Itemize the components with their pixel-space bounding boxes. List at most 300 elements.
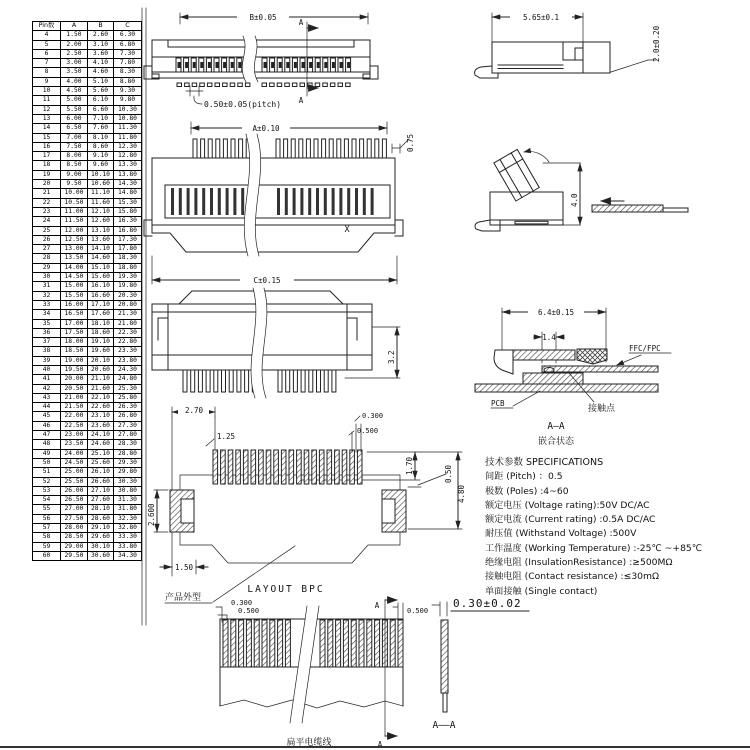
section-mark-a: A [298, 18, 304, 27]
table-cell: 19.80 [114, 282, 142, 291]
table-cell: 10.80 [114, 114, 142, 123]
table-cell: 26.00 [61, 486, 88, 495]
table-cell: 56 [33, 514, 61, 523]
table-cell: 26.10 [88, 468, 114, 477]
table-cell: 13.50 [61, 254, 88, 263]
bottom-pins [183, 370, 256, 392]
table-cell: 25.80 [114, 393, 142, 402]
table-cell: 43 [33, 393, 61, 402]
table-cell: 18.30 [114, 254, 142, 263]
table-cell: 7.50 [61, 142, 88, 151]
table-cell: 8.60 [88, 142, 114, 151]
table-cell: 21.10 [88, 375, 114, 384]
table-cell: 18.50 [61, 347, 88, 356]
section-mark-a: A [377, 740, 383, 749]
table-cell: 29 [33, 263, 61, 272]
spec-line: 极数 (Poles) :4~60 [485, 485, 569, 497]
dim-4-80: 4.80 [457, 484, 466, 503]
table-cell: 58 [33, 533, 61, 542]
contact-point-label: 接触点 [588, 404, 616, 414]
table-cell: 11.10 [88, 189, 114, 198]
table-cell: 28.60 [88, 514, 114, 523]
table-cell: 27.10 [88, 486, 114, 495]
top-pins [193, 139, 250, 158]
table-cell: 16.10 [88, 282, 114, 291]
table-cell: 9.10 [88, 152, 114, 161]
table-cell: 23.50 [61, 440, 88, 449]
dim-2-70: 2.70 [184, 406, 204, 415]
actuator-lever [494, 149, 539, 201]
table-cell: 22.00 [61, 412, 88, 421]
table-cell: 23.30 [114, 347, 142, 356]
dim-3-2: 3.2 [387, 350, 396, 364]
table-cell: 14.80 [114, 189, 142, 198]
table-cell: 45 [33, 412, 61, 421]
table-cell: 6.50 [61, 124, 88, 133]
table-cell: 48 [33, 440, 61, 449]
table-cell: 26.50 [61, 496, 88, 505]
table-cell: 38 [33, 347, 61, 356]
table-cell: 7.00 [61, 133, 88, 142]
table-cell: 14 [33, 124, 61, 133]
table-cell: 29.10 [88, 524, 114, 533]
pin-row [262, 58, 351, 72]
dim-6-4: 6.4±0.15 [537, 308, 575, 317]
pcb-layout-drawing [147, 405, 466, 603]
table-cell: 59 [33, 542, 61, 551]
table-cell: 23.00 [61, 431, 88, 440]
table-cell: 11.50 [61, 217, 88, 226]
specifications-block [485, 456, 748, 599]
table-cell: 8 [33, 68, 61, 77]
table-cell: 10 [33, 87, 61, 96]
table-cell: 18.60 [88, 328, 114, 337]
table-cell: 37 [33, 338, 61, 347]
table-cell: 23.80 [114, 356, 142, 365]
frame-bottom-line [0, 746, 750, 748]
table-cell: 46 [33, 421, 61, 430]
pcb-section [475, 384, 658, 392]
table-cell: 25.50 [61, 477, 88, 486]
table-cell: 16.60 [88, 291, 114, 300]
spec-line: 耐压值 (Withstand Voltage) :500V [485, 528, 637, 540]
spec-line: 间距 (Pitch) ：0.5 [485, 471, 563, 483]
table-cell: 26.30 [114, 403, 142, 412]
table-cell: 1.50 [61, 31, 88, 40]
spec-line: 额定电压 (Voltage rating):50V DC/AC [485, 499, 650, 511]
spec-line: 绝缘电阻 (InsulationResistance) :≥500MΩ [485, 557, 673, 569]
table-cell: 33.80 [114, 542, 142, 551]
table-cell: 15.80 [114, 207, 142, 216]
table-cell: 28.80 [114, 449, 142, 458]
section-aa-drawing [475, 306, 671, 447]
table-cell: 21.50 [61, 403, 88, 412]
dim-0-75: 0.75 [406, 133, 415, 152]
table-cell: 32.80 [114, 524, 142, 533]
table-cell: 21 [33, 189, 61, 198]
table-cell: 14.00 [61, 263, 88, 272]
table-cell: 3.00 [61, 59, 88, 68]
ffc-cable [592, 205, 663, 212]
dim-5-65: 5.65±0.1 [522, 13, 560, 22]
table-cell: 28 [33, 254, 61, 263]
table-cell: 22.80 [114, 338, 142, 347]
table-cell: 24.00 [61, 449, 88, 458]
table-cell: 12.80 [114, 152, 142, 161]
table-cell: 2.60 [88, 31, 114, 40]
dim-pitch: 0.50±0.05(pitch) [204, 100, 282, 109]
table-cell: 27 [33, 245, 61, 254]
table-cell: 26.80 [114, 412, 142, 421]
table-cell: 17.50 [61, 328, 88, 337]
table-cell: 5.10 [88, 77, 114, 86]
table-cell: 10.30 [114, 105, 142, 114]
table-cell: 16.30 [114, 217, 142, 226]
frame-divider [142, 8, 146, 625]
table-cell: 32 [33, 291, 61, 300]
table-cell: 11.00 [61, 207, 88, 216]
spec-line: 额定电流 (Current rating) :0.5A DC/AC [485, 514, 656, 526]
table-cell: 53 [33, 486, 61, 495]
table-cell: 10.10 [88, 170, 114, 179]
table-cell: 10.50 [61, 198, 88, 207]
table-cell: 27.50 [61, 514, 88, 523]
table-cell: 23.60 [88, 421, 114, 430]
side-view-open-drawing [475, 149, 688, 231]
table-cell: 17.80 [114, 245, 142, 254]
table-cell: 13.80 [114, 170, 142, 179]
dim-0-500: 0.500 [357, 427, 379, 435]
table-cell: 30.10 [88, 542, 114, 551]
table-cell: 11.80 [114, 133, 142, 142]
table-cell: 20 [33, 180, 61, 189]
dim-0-500: 0.500 [407, 607, 429, 615]
table-cell: 29.80 [114, 468, 142, 477]
table-cell: 2.50 [61, 49, 88, 58]
table-cell: 19.10 [88, 338, 114, 347]
cable-conductors [223, 620, 290, 667]
table-cell: 14.10 [88, 245, 114, 254]
table-cell: 17.60 [88, 310, 114, 319]
dim-1-25: 1.25 [217, 432, 236, 441]
table-cell: 17.00 [61, 319, 88, 328]
table-cell: 12.60 [88, 217, 114, 226]
table-cell: 11.60 [88, 198, 114, 207]
table-cell: 10.60 [88, 180, 114, 189]
table-cell: 29.30 [114, 458, 142, 467]
table-cell: 24.60 [88, 440, 114, 449]
table-cell: 23 [33, 207, 61, 216]
dim-1-70: 1.70 [405, 456, 414, 475]
table-cell: 21.30 [114, 310, 142, 319]
table-cell: 24 [33, 217, 61, 226]
table-cell: 27.80 [114, 431, 142, 440]
table-cell: 9.50 [61, 180, 88, 189]
table-cell: 55 [33, 505, 61, 514]
table-cell: 27.60 [88, 496, 114, 505]
table-cell: 3.10 [88, 40, 114, 49]
x-mark: X [344, 225, 350, 235]
table-cell: 22.60 [88, 403, 114, 412]
table-cell: 20.30 [114, 291, 142, 300]
table-cell: 12.50 [61, 235, 88, 244]
table-cell: 16 [33, 142, 61, 151]
table-cell: 47 [33, 431, 61, 440]
table-cell: 30.80 [114, 486, 142, 495]
table-cell: 44 [33, 403, 61, 412]
contact-strips [277, 188, 374, 215]
spec-line: 接触电阻 (Contact resistance) :≤30mΩ [485, 571, 659, 583]
table-cell: 20.50 [61, 384, 88, 393]
dim-1-4: 1.4 [542, 333, 556, 342]
layout-pads [213, 450, 362, 484]
table-cell: 4 [33, 31, 61, 40]
table-cell: 30.60 [88, 551, 114, 560]
table-cell: 15.00 [61, 282, 88, 291]
table-cell: 31.80 [114, 505, 142, 514]
bottom-view-drawing [152, 288, 400, 398]
table-cell: 13.30 [114, 161, 142, 170]
table-cell: 11.30 [114, 124, 142, 133]
section-mark-a: A [298, 96, 304, 105]
table-cell: 9.30 [114, 87, 142, 96]
table-cell: 25.60 [88, 458, 114, 467]
table-cell: 25.10 [88, 449, 114, 458]
table-cell: 18.10 [88, 319, 114, 328]
table-cell: 22.50 [61, 421, 88, 430]
table-cell: 9.60 [88, 161, 114, 170]
table-cell: 20.10 [88, 356, 114, 365]
table-cell: 12.00 [61, 226, 88, 235]
top-pins [276, 139, 386, 158]
table-cell: 26.60 [88, 477, 114, 486]
table-cell: 13.10 [88, 226, 114, 235]
cable-conductors [320, 620, 403, 667]
table-cell: 54 [33, 496, 61, 505]
table-cell: 10.00 [61, 189, 88, 198]
table-cell: 6 [33, 49, 61, 58]
table-cell: 27.00 [61, 505, 88, 514]
solder-dash-row [262, 83, 350, 87]
section-aa-title: A—A [547, 421, 565, 432]
table-cell: 25 [33, 226, 61, 235]
table-cell: 24.80 [114, 375, 142, 384]
table-cell: 6.80 [114, 40, 142, 49]
table-cell: 12 [33, 105, 61, 114]
table-cell: 28.30 [114, 440, 142, 449]
table-header: A [61, 22, 88, 31]
table-cell: 60 [33, 551, 61, 560]
table-cell: 4.60 [88, 68, 114, 77]
table-cell: 30.30 [114, 477, 142, 486]
table-cell: 39 [33, 356, 61, 365]
table-cell: 52 [33, 477, 61, 486]
table-cell: 3.50 [61, 68, 88, 77]
table-cell: 7.80 [114, 59, 142, 68]
table-cell: 21.00 [61, 393, 88, 402]
table-cell: 22 [33, 198, 61, 207]
dim-2-0: 2.0±0.20 [652, 25, 661, 62]
cable-section-title: A——A [432, 720, 456, 731]
dim-0-50: 0.50 [444, 464, 453, 483]
ffc-label: FFC/FPC [629, 344, 661, 353]
table-cell: 20.00 [61, 375, 88, 384]
table-cell: 50 [33, 458, 61, 467]
spec-line: 工作温度 (Working Temperature) :-25℃ ~+85℃ [485, 542, 703, 554]
table-cell: 31 [33, 282, 61, 291]
table-cell: 16.00 [61, 300, 88, 309]
table-cell: 14.50 [61, 273, 88, 282]
torn-edge [220, 700, 403, 708]
table-cell: 19.00 [61, 356, 88, 365]
pcb-label: PCB [491, 399, 505, 408]
table-cell: 51 [33, 468, 61, 477]
table-cell: 22.30 [114, 328, 142, 337]
dim-0-300: 0.300 [362, 412, 384, 420]
table-cell: 31.30 [114, 496, 142, 505]
table-cell: 28.50 [61, 533, 88, 542]
table-cell: 24.50 [61, 458, 88, 467]
dim-0-500: 0.500 [238, 607, 260, 615]
table-cell: 4.10 [88, 59, 114, 68]
table-cell: 6.60 [88, 105, 114, 114]
table-cell: 40 [33, 365, 61, 374]
table-cell: 27.30 [114, 421, 142, 430]
table-header: C [114, 22, 142, 31]
table-cell: 19.60 [88, 347, 114, 356]
table-cell: 19.30 [114, 273, 142, 282]
table-cell: 9 [33, 77, 61, 86]
layout-title: LAYOUT BPC [247, 584, 325, 595]
table-cell: 33 [33, 300, 61, 309]
dim-0-30: 0.30±0.02 [453, 597, 522, 610]
table-cell: 34 [33, 310, 61, 319]
dim-a: A±0.10 [252, 124, 280, 133]
table-cell: 16.80 [114, 226, 142, 235]
mating-state-label: 嵌合状态 [537, 437, 575, 447]
table-cell: 20.60 [88, 365, 114, 374]
top-view-drawing [144, 11, 387, 134]
table-cell: 6.30 [114, 31, 142, 40]
side-view-closed-drawing [475, 11, 661, 78]
table-cell: 8.10 [88, 133, 114, 142]
table-cell: 13 [33, 114, 61, 123]
table-cell: 8.80 [114, 77, 142, 86]
table-cell: 5.00 [61, 96, 88, 105]
table-cell: 15 [33, 133, 61, 142]
table-header: Pin数 [33, 22, 61, 31]
table-cell: 8.00 [61, 152, 88, 161]
table-cell: 21.80 [114, 319, 142, 328]
table-cell: 17.30 [114, 235, 142, 244]
table-cell: 11 [33, 96, 61, 105]
table-cell: 15.60 [88, 273, 114, 282]
section-mark-a: A [374, 601, 380, 610]
table-cell: 30 [33, 273, 61, 282]
table-cell: 32.30 [114, 514, 142, 523]
table-cell: 8.30 [114, 68, 142, 77]
spec-lines [485, 470, 748, 599]
table-cell: 29.60 [88, 533, 114, 542]
table-cell: 6.00 [61, 114, 88, 123]
flat-cable-label: 扁平电缆线 [286, 738, 332, 748]
table-header: B [88, 22, 114, 31]
table-cell: 25.00 [61, 468, 88, 477]
solder-dash-row [177, 83, 250, 87]
front-view-drawing [144, 134, 415, 285]
table-cell: 2.00 [61, 40, 88, 49]
table-cell: 13.00 [61, 245, 88, 254]
table-cell: 16.50 [61, 310, 88, 319]
dim-c: C±0.15 [253, 276, 281, 285]
table-cell: 14.30 [114, 180, 142, 189]
table-cell: 29.50 [61, 551, 88, 560]
table-cell: 35 [33, 319, 61, 328]
table-cell: 57 [33, 524, 61, 533]
table-cell: 9.80 [114, 96, 142, 105]
rotation-arrow [524, 151, 549, 162]
dim-1-50: 1.50 [174, 563, 194, 572]
table-cell: 17 [33, 152, 61, 161]
table-cell: 12.10 [88, 207, 114, 216]
table-cell: 36 [33, 328, 61, 337]
flat-cable-drawing [216, 597, 529, 749]
table-cell: 19.50 [61, 365, 88, 374]
spec-line: 单面接触 (Single contact) [485, 585, 598, 597]
table-cell: 7.60 [88, 124, 114, 133]
table-cell: 24.10 [88, 431, 114, 440]
dim-2-600: 2.600 [147, 503, 156, 526]
table-cell: 20.80 [114, 300, 142, 309]
table-cell: 5.50 [61, 105, 88, 114]
table-cell: 12.30 [114, 142, 142, 151]
table-cell: 18 [33, 161, 61, 170]
table-cell: 34.30 [114, 551, 142, 560]
table-cell: 42 [33, 384, 61, 393]
table-cell: 17.10 [88, 300, 114, 309]
table-cell: 7.10 [88, 114, 114, 123]
ffc-section [542, 366, 658, 372]
table-cell: 29.00 [61, 542, 88, 551]
table-cell: 7 [33, 59, 61, 68]
table-cell: 15.30 [114, 198, 142, 207]
table-cell: 18.00 [61, 338, 88, 347]
table-cell: 6.10 [88, 96, 114, 105]
table-cell: 18.80 [114, 263, 142, 272]
actuator-section [577, 349, 607, 364]
table-cell: 28.00 [61, 524, 88, 533]
table-cell: 21.60 [88, 384, 114, 393]
table-cell: 4.50 [61, 87, 88, 96]
table-cell: 3.60 [88, 49, 114, 58]
table-cell: 8.50 [61, 161, 88, 170]
table-cell: 4.00 [61, 77, 88, 86]
table-cell: 25.30 [114, 384, 142, 393]
dim-0-300: 0.300 [231, 599, 253, 607]
contact-strips [171, 188, 244, 215]
table-cell: 9.00 [61, 170, 88, 179]
table-cell: 33.30 [114, 533, 142, 542]
table-cell: 14.60 [88, 254, 114, 263]
table-cell: 49 [33, 449, 61, 458]
table-cell: 19 [33, 170, 61, 179]
bottom-pins [278, 370, 336, 392]
table-cell: 15.50 [61, 291, 88, 300]
table-cell: 15.10 [88, 263, 114, 272]
table-cell: 5.60 [88, 87, 114, 96]
table-cell: 26 [33, 235, 61, 244]
dim-4-0: 4.0 [570, 193, 579, 207]
